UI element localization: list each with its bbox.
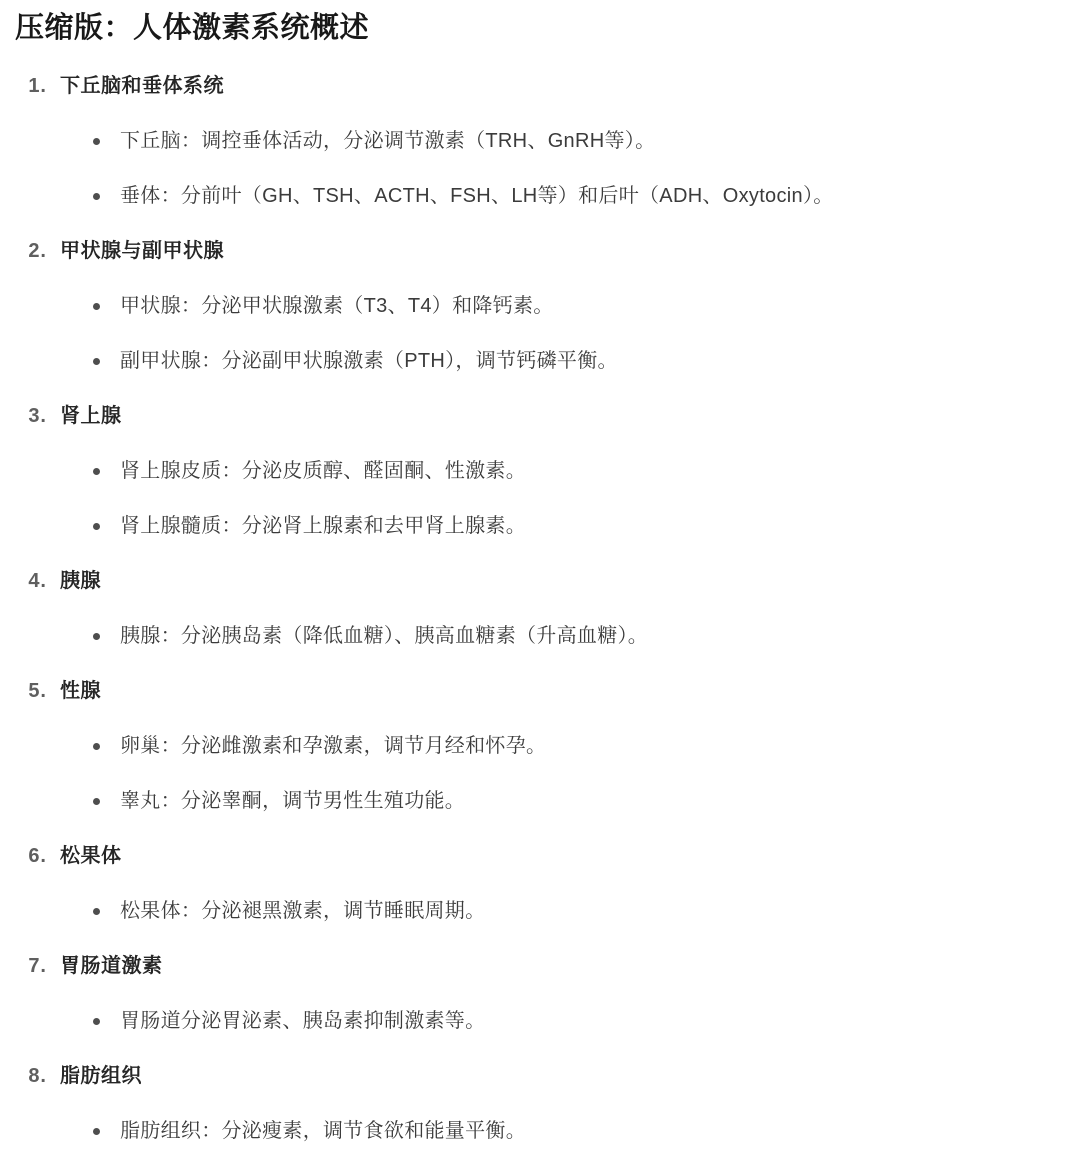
section-item <box>15 842 1046 925</box>
bullet-text: 卵巢：分泌雌激素和孕激素，调节月经和怀孕。 <box>120 735 547 757</box>
bullet-text: 肾上腺髓质：分泌肾上腺素和去甲肾上腺素。 <box>120 515 526 537</box>
section-item <box>15 1062 1046 1145</box>
bullet-list <box>15 732 1046 815</box>
bullet-list <box>15 127 1046 210</box>
section-number: 3. <box>28 405 47 427</box>
bullet-dot-icon <box>93 523 100 530</box>
section-number: 7. <box>28 955 47 977</box>
list-item <box>15 787 1046 815</box>
section-header <box>15 952 1046 980</box>
section-header <box>15 237 1046 265</box>
section-item <box>15 72 1046 210</box>
bullet-list <box>15 457 1046 540</box>
bullet-text: 副甲状腺：分泌副甲状腺激素（PTH），调节钙磷平衡。 <box>120 350 618 372</box>
list-item <box>15 512 1046 540</box>
bullet-list <box>15 292 1046 375</box>
section-number: 8. <box>28 1065 47 1087</box>
list-item <box>15 622 1046 650</box>
hormone-section-list <box>15 72 1046 1145</box>
section-header <box>15 567 1046 595</box>
bullet-dot-icon <box>93 743 100 750</box>
section-heading: 脂肪组织 <box>60 1065 142 1087</box>
page-title: 压缩版：人体激素系统概述 <box>15 12 370 44</box>
list-item <box>15 1007 1046 1035</box>
section-header <box>15 402 1046 430</box>
section-heading: 性腺 <box>60 680 101 702</box>
bullet-dot-icon <box>93 193 100 200</box>
section-header <box>15 72 1046 100</box>
bullet-text: 下丘脑：调控垂体活动，分泌调节激素（TRH、GnRH等）。 <box>120 130 656 152</box>
section-number: 2. <box>28 240 47 262</box>
bullet-dot-icon <box>93 908 100 915</box>
bullet-dot-icon <box>93 1018 100 1025</box>
section-heading: 下丘脑和垂体系统 <box>60 75 224 97</box>
bullet-text: 胃肠道分泌胃泌素、胰岛素抑制激素等。 <box>120 1010 486 1032</box>
list-item <box>15 457 1046 485</box>
list-item <box>15 127 1046 155</box>
section-item <box>15 402 1046 540</box>
section-header <box>15 1062 1046 1090</box>
bullet-dot-icon <box>93 633 100 640</box>
list-item <box>15 182 1046 210</box>
bullet-dot-icon <box>93 358 100 365</box>
list-item <box>15 347 1046 375</box>
section-item <box>15 237 1046 375</box>
bullet-dot-icon <box>93 138 100 145</box>
bullet-text: 甲状腺：分泌甲状腺激素（T3、T4）和降钙素。 <box>120 295 554 317</box>
bullet-text: 肾上腺皮质：分泌皮质醇、醛固酮、性激素。 <box>120 460 526 482</box>
section-header <box>15 677 1046 705</box>
bullet-text: 胰腺：分泌胰岛素（降低血糖）、胰高血糖素（升高血糖）。 <box>120 625 649 647</box>
section-header <box>15 842 1046 870</box>
section-number: 1. <box>28 75 47 97</box>
bullet-text: 脂肪组织：分泌瘦素，调节食欲和能量平衡。 <box>120 1120 526 1142</box>
bullet-text: 睾丸：分泌睾酮，调节男性生殖功能。 <box>120 790 466 812</box>
bullet-dot-icon <box>93 798 100 805</box>
section-heading: 胃肠道激素 <box>60 955 163 977</box>
list-item <box>15 1117 1046 1145</box>
section-number: 5. <box>28 680 47 702</box>
list-item <box>15 897 1046 925</box>
bullet-dot-icon <box>93 468 100 475</box>
section-item <box>15 567 1046 650</box>
bullet-dot-icon <box>93 303 100 310</box>
list-item <box>15 292 1046 320</box>
section-heading: 甲状腺与副甲状腺 <box>60 240 224 262</box>
section-heading: 胰腺 <box>60 570 101 592</box>
section-item <box>15 677 1046 815</box>
bullet-list <box>15 897 1046 925</box>
bullet-list <box>15 622 1046 650</box>
bullet-list <box>15 1117 1046 1145</box>
section-heading: 松果体 <box>60 845 122 867</box>
section-heading: 肾上腺 <box>60 405 122 427</box>
bullet-text: 垂体：分前叶（GH、TSH、ACTH、FSH、LH等）和后叶（ADH、Oxytocin）。 <box>120 185 834 207</box>
section-item <box>15 952 1046 1035</box>
bullet-list <box>15 1007 1046 1035</box>
list-item <box>15 732 1046 760</box>
section-number: 6. <box>28 845 47 867</box>
bullet-text: 松果体：分泌褪黑激素，调节睡眠周期。 <box>120 900 486 922</box>
bullet-dot-icon <box>93 1128 100 1135</box>
section-number: 4. <box>28 570 47 592</box>
